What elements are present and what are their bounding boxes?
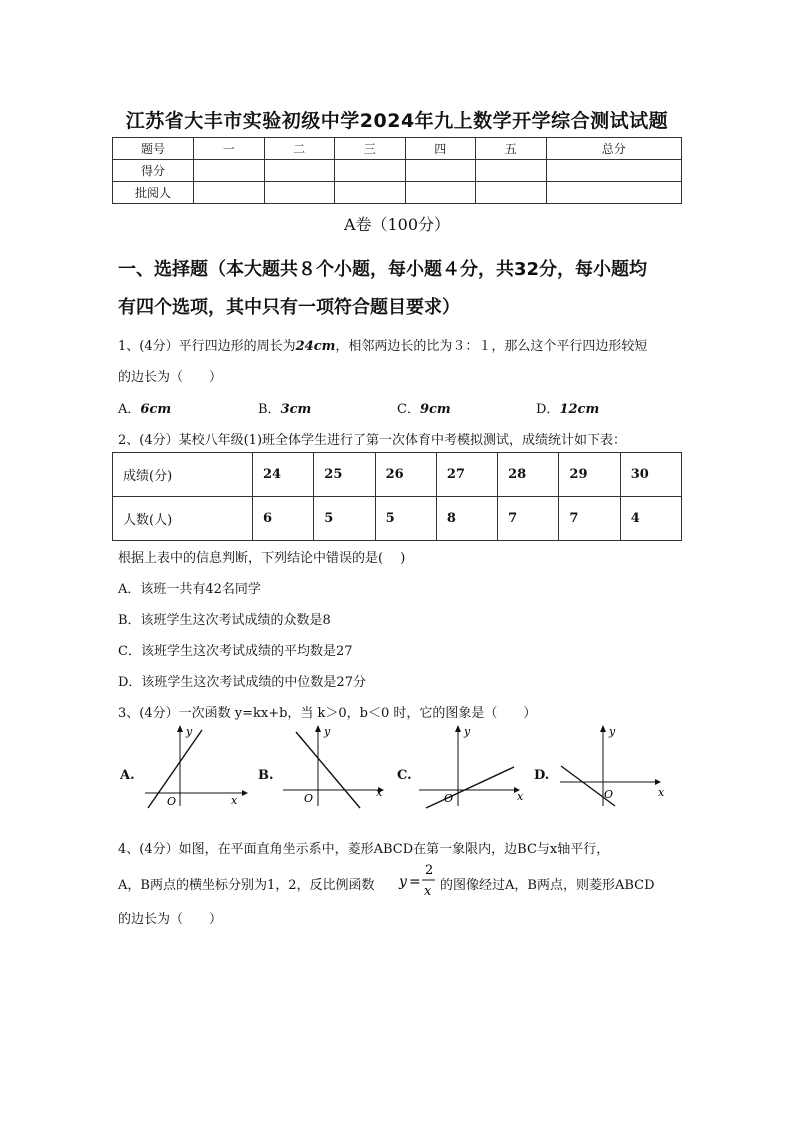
section-a-title: A卷（100分） [343,215,451,234]
q1-option-a [118,398,171,417]
table-cell [405,160,476,182]
q2-question: 根据上表中的信息判断，下列结论中错误的是( ) [118,551,406,566]
q3-graph-a-label: A. [120,768,135,783]
y-axis-label: y [609,725,616,738]
q4-line1: 4、(4分）如图，在平面直角坐示系中，菱形ABCD在第一象限内，边BC与x轴平行， [118,842,610,857]
q3-graph-b [278,724,388,809]
origin-label: O [167,795,177,808]
x-axis-arrow [242,790,248,796]
table-cell: 得分 [113,160,194,182]
table-cell [476,160,547,182]
q1-line2: 的边长为（ ） [118,370,223,385]
stats-row-counts [113,497,682,541]
q1-rest: ，相邻两边长的比为３：１，那么这个平行四边形较短 [335,339,648,354]
fraction-equals: = [409,874,421,890]
table-cell: 五 [476,138,547,160]
q3-graph-d [555,724,670,809]
q4-fraction [397,858,437,904]
table-cell: 29 [559,453,620,497]
table-cell [546,182,682,204]
option-letter: B． [258,402,281,417]
q2-option-b: B．该班学生这次考试成绩的众数是8 [118,613,331,628]
x-axis-label: x [658,786,665,799]
q2-text: 2、(4分）某校八年级(1)班全体学生进行了第一次体育中考模拟测试，成绩统计如下表： [118,433,627,448]
table-cell: 24 [253,453,314,497]
option-letter: C． [397,402,420,417]
table-cell [546,160,682,182]
table-cell: 二 [264,138,335,160]
table-cell: 28 [498,453,559,497]
y-axis-arrow [600,725,606,732]
table-cell: 批阅人 [113,182,194,204]
part1-heading-line2: 有四个选项，其中只有一项符合题目要求） [118,297,460,318]
q3-graph-d-label: D. [534,768,550,783]
table-cell: 8 [436,497,497,541]
score-table-row [113,160,682,182]
option-value: 9cm [419,402,451,417]
table-cell: 题号 [113,138,194,160]
q2-stats-table [112,452,682,541]
option-value: 6cm [140,402,172,417]
table-cell: 7 [498,497,559,541]
table-cell: 四 [405,138,476,160]
function-line [426,767,514,808]
table-cell [194,182,265,204]
score-table-row [113,182,682,204]
table-cell: 7 [559,497,620,541]
q2-option-a: A．该班一共有42名同学 [118,582,261,597]
table-cell [264,182,335,204]
table-cell [264,160,335,182]
stats-row-scores [113,453,682,497]
table-cell [194,160,265,182]
q1-prefix: 1、(4分）平行四边形的周长为 [118,339,296,354]
table-cell: 三 [335,138,406,160]
table-cell: 27 [436,453,497,497]
score-table [112,137,682,204]
q3-graph-b-label: B. [258,768,274,783]
x-axis-label: x [231,794,238,807]
q1-line1 [118,335,647,354]
table-cell [476,182,547,204]
table-cell: 6 [253,497,314,541]
table-cell: 4 [620,497,681,541]
fraction-denominator: x [424,884,432,899]
option-value: 3cm [280,402,312,417]
y-axis-arrow [455,725,461,732]
exam-title: 江苏省大丰市实验初级中学2024年九上数学开学综合测试试题 [125,110,669,132]
table-cell: 25 [314,453,375,497]
q1-option-d [536,398,599,417]
table-cell: 总分 [546,138,682,160]
y-axis-label: y [186,725,193,738]
q1-perimeter: 24cm [295,339,336,354]
y-axis-label: y [324,725,331,738]
table-cell: 26 [375,453,436,497]
table-cell [335,160,406,182]
table-cell: 一 [194,138,265,160]
origin-label: O [304,792,314,805]
y-axis-arrow [315,725,321,732]
q2-option-c: C．该班学生这次考试成绩的平均数是27 [118,644,353,659]
origin-label: O [444,792,454,805]
q2-option-d: D．该班学生这次考试成绩的中位数是27分 [118,675,366,690]
part1-heading-line1: 一、选择题（本大题共８个小题，每小题４分，共32分，每小题均 [118,259,648,280]
q3-text: 3、(4分）一次函数 y=kx+b，当 k＞0，b＜0 时，它的图象是（ ） [118,706,537,721]
fraction-numerator: 2 [425,863,434,878]
option-value: 12cm [559,402,600,417]
x-axis-label: x [517,790,524,803]
q4-line3: 的边长为（ ） [118,912,223,927]
q3-graph-c [414,724,529,809]
q3-graph-a [140,724,250,809]
x-axis-label: x [376,786,383,799]
y-axis-label: y [464,725,471,738]
fraction-y: y [399,874,407,890]
table-cell: 成绩(分) [113,453,253,497]
q4-line2a: A，B两点的横坐标分别为1，2，反比例函数 [118,878,375,893]
q3-graph-c-label: C. [397,768,412,783]
table-cell: 人数(人) [113,497,253,541]
table-cell: 30 [620,453,681,497]
table-cell: 5 [314,497,375,541]
q1-option-c [397,398,451,417]
table-cell [335,182,406,204]
table-cell [405,182,476,204]
q4-line2b: 的图像经过A，B两点，则菱形ABCD [440,878,655,893]
origin-label: O [604,788,614,801]
score-table-header-row [113,138,682,160]
option-letter: A． [118,402,141,417]
y-axis-arrow [177,725,183,732]
x-axis-arrow [655,779,661,785]
table-cell: 5 [375,497,436,541]
option-letter: D． [536,402,560,417]
q1-option-b [258,398,311,417]
